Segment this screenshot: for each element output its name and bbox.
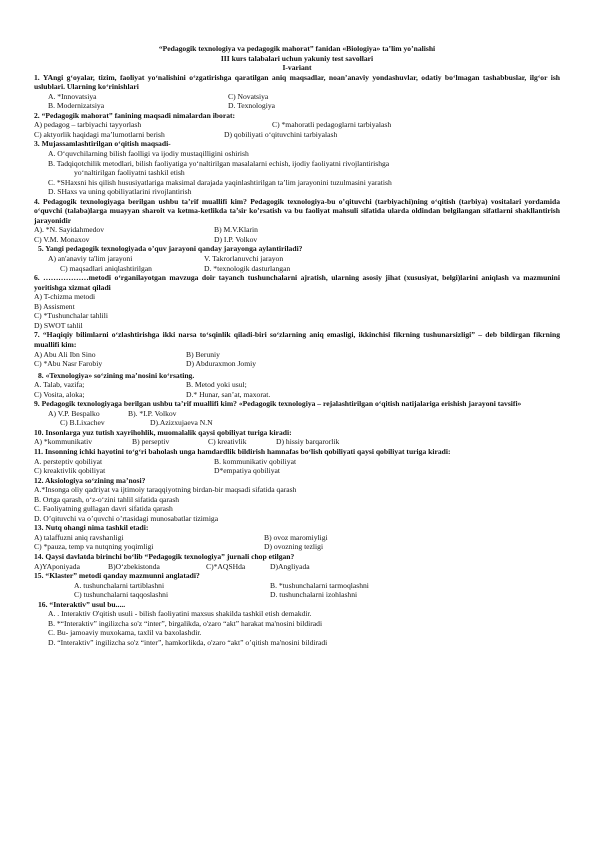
q16-option-c: C. Bu- jamoaviy muxokama, taxlil va baxolashdir. [48,628,202,638]
q8-answers-row1 [34,380,560,390]
question-10: 10. Insonlarga yuz tutish xayrihohlik, muomalalik qaysi qobiliyat turiga kiradi: [34,427,292,437]
q4-option-d: D) I.P. Volkov [214,234,258,244]
q10-option-c: C) kreativlik [208,437,247,447]
q4-option-a: A). *N. Sayidahmedov [34,225,105,235]
q8-answers-row2 [34,390,560,400]
document-subtitle: III kurs talabalari uchun yakuniy test savollari [220,53,374,63]
q5-option-c: C) maqsadlari aniqlashtirilgan [60,263,152,273]
q2-option-a: A) pedagog – tarbiyachi tayyorlash [34,120,142,130]
q1-option-b: B. Modernizatsiya [48,101,105,111]
q8-option-d: D.* Hunar, san’at, maxorat. [186,389,271,399]
q7-option-a: A) Abu Ali Ibn Sino [34,349,96,359]
q12-option-c: C. Faoliyatning gullagan davri sifatida qarash [34,504,173,514]
q1-option-d: D. Texnologiya [228,101,275,111]
q12-option-b: B. Ortga qarash, o‘z-o‘zini tahlil sifatida qarash [34,494,180,504]
q10-option-a: A) *kommunikativ [34,437,93,447]
question-12: 12. Aksiologiya so‘zining ma’nosi? [34,475,146,485]
q14-answers [34,562,560,572]
q15-option-d: D. tushunchalarni izohlashni [270,590,358,600]
q6-option-b: B) Assisment [34,301,75,311]
q16-option-a: A. . Interaktiv O'qitish usuli - bilish faoliyatini maxsus shakilda tashkil etish demakdir. [48,609,312,619]
q9-option-a: A) V.P. Bespalko [48,408,100,418]
question-16: 16. “Interaktiv” usul bu..... [38,599,126,609]
q3-option-b-cont: yo‘naltirilgan faoliyatni tashkil etish [74,168,185,178]
q11-option-d: D*empatiya qobiliyat [214,466,281,476]
q13-answers-row1 [34,533,560,543]
q5-option-b: V. Takrorlanuvchi jarayon [204,254,284,264]
q9-option-d: D).Azizxujaeva N.N [150,418,213,428]
q5-option-a: A) an'anaviy ta'lim jarayoni [48,254,133,264]
q14-option-b: B)O‘zbekistonda [108,561,160,571]
q5-option-d: D. *texnologik dasturlangan [204,263,291,273]
question-13: 13. Nutq ohangi nima tashkil etadi: [34,523,149,533]
q7-option-d: D) Abduraxmon Jomiy [186,359,257,369]
question-11: 11. Insonning ichki hayotini to‘g‘ri baholash unga hamdardlik bildirish hamnafas bo‘lish qobiliyati qaysi qobiliyat turiga kiradi: [34,446,451,456]
q11-answers-row2 [34,466,560,476]
q16-option-d: D. “Interaktiv” ingilizcha so'z “inter”, hamkorlikda, o'zaro “akt” o’qitish ma'nosini bildiradi [48,637,328,647]
q14-option-d: D)Angliyada [270,561,310,571]
q15-option-b: B. *tushunchalarni tarmoqlashni [270,580,369,590]
q9-option-b: B). *I.P. Volkov [128,408,177,418]
q1-answers-row2 [34,101,560,111]
q8-option-b: B. Metod yoki usul; [186,380,247,390]
question-6: 6. ………………metodi o‘rganilayotgan mavzuga doir tayanch tushunchalarni ajratish, ularning asosiy jihat (xususiyat, belgi)larini aniqlash va mazmunini yoritishga xizmat qiladi [34,273,560,292]
q9-option-c: C) B.Lixachev [60,418,105,428]
question-2: 2. “Pedagogik mahorat” fanining maqsadi nimalardan iborat: [34,110,236,120]
q1-option-a: A. *Innovatsiya [48,91,97,101]
q1-answers-row1 [34,92,560,102]
q15-answers-row2 [34,590,560,600]
q16-option-b: B. *“Interaktiv” ingilizcha so'z “inter”, birgalikda, o'zaro “akt” harakat ma'nosini bildiradi [48,618,323,628]
q11-option-b: B. kommunikativ qobiliyat [214,456,297,466]
question-4: 4. Pedagogik texnologiyaga berilgan ushbu ta’rif muallifi kim? Pedagogik texnologiya-bu o’qituvchi (tarbiyachi)ning o‘qitish (tarbiya) vositalari yordamida o‘quvchi (talaba)larga muayyan sharoit va ketma-ketlikda ta’sir ko’rsatish va bu faoliyat mahsuli sifatida ularda oldindan belgilangan sifatlarni shakllantirish jarayonidir [34,196,560,225]
q6-option-d: D) SWOT tahlil [34,320,83,330]
q12-option-a: A.*Insonga oliy qadriyat va ijtimoiy taraqqiyotning birdan-bir maqsadi sifatida qarash [34,485,297,495]
q2-answers-row1 [34,120,560,130]
q7-answers-row2 [34,359,560,369]
q11-answers-row1 [34,457,560,467]
test-page [34,44,560,647]
question-14: 14. Qaysi davlatda birinchi bo‘lib “Pedagogik texnologiya” jurnali chop etilgan? [34,551,295,561]
q8-option-a: A. Talab, vazifa; [34,380,85,390]
q3-option-a: A. O‘quvchilarning bilish faolligi va ijodiy mustaqilligini oshirish [48,149,249,159]
q12-option-d: D. O’qituvchi va o’quvchi o’rtasidagi munosabatlar tizimiga [34,513,219,523]
q13-option-b: B) ovoz maromiyligi [264,532,328,542]
q10-option-d: D) hissiy barqarorlik [276,437,340,447]
q4-option-b: B) M.V.Klarin [214,225,258,235]
question-9: 9. Pedagogik texnologiyaga berilgan ushbu ta’rif muallifi kim? «Pedagogik texnologiya – rejalashtirilgan o‘qitish natijalariga erishish jarayoni tavsifi» [34,399,522,409]
q11-option-a: A. persteptiv qobiliyat [34,456,103,466]
q5-answers-row2 [34,264,560,274]
variant-label: I-variant [282,63,312,73]
q1-option-c: C) Novatsiya [228,91,269,101]
q15-answers-row1 [34,581,560,591]
q13-option-c: C) *pauza, temp va nutqning yoqimligi [34,542,154,552]
q2-option-c: C) *mahoratli pedagoglarni tarbiyalash [272,120,392,130]
question-7: 7. “Haqiqiy bilimlarni o‘zlashtirishga ikki narsa to‘sqinlik qiladi-biri so‘zlarning aniq emasligi, ikkinchisi fikrning tushunarsizligi” – deb bildirgan fikrning muallifi kim: [34,330,560,349]
q3-option-c: C. *SHaxsni his qilish hususiyatlariga maksimal darajada yaqinlashtirilgan ta’lim jarayonini tuzulmasini yaratish [48,177,392,187]
q11-option-c: C) kreaktivlik qobiliyat [34,466,106,476]
q10-answers [34,437,560,447]
q14-option-c: C)*AQSHda [206,561,246,571]
question-8: 8. «Texnologiya» so‘zining ma’nosini ko‘rsating. [38,370,195,380]
q7-option-b: B) Beruniy [186,349,220,359]
question-15: 15. “Klaster” metodi qanday mazmunni anglatadi? [34,571,200,581]
q8-option-c: C) Vosita, aloka; [34,389,85,399]
q9-answers-row2 [34,418,560,428]
q13-answers-row2 [34,542,560,552]
q10-option-b: B) perseptiv [132,437,170,447]
q15-option-a: A. tushunchalarni tartiblashni [74,580,165,590]
document-title: “Pedagogik texnologiya va pedagogik mahorat” fanidan «Biologiya» ta’lim yo’nalishi [158,44,436,53]
q3-option-b: B. Tadqiqotchilik metodlari, bilish faoliyatiga yo‘naltirilgan masalalarni echish, ijodiy faoliyatni rivojlantirishga [48,158,390,168]
q6-option-c: C) *Tushunchalar tahlili [34,311,108,321]
q4-answers-row1 [34,225,560,235]
q9-answers-row1 [34,409,560,419]
q2-option-d: D) qobiliyati o‘qituvchini tarbiyalash [224,129,338,139]
q13-option-d: D) ovozning tezligi [264,542,324,552]
q4-answers-row2 [34,235,560,245]
q13-option-a: A) talaffuzni aniq ravshanligi [34,532,124,542]
q15-option-c: C) tushunchalarni taqqoslashni [74,590,169,600]
q5-answers-row1 [34,254,560,264]
question-3: 3. Mujassamlashtirilgan o‘qitish maqsadi- [34,139,171,149]
q7-answers-row1 [34,350,560,360]
q14-option-a: A)YAponiyada [34,561,80,571]
q6-option-a: A) T-chizma metodi [34,292,96,302]
question-1: 1. YAngi g‘oyalar, tizim, faoliyat yo‘nalishini o‘zgatirishga qaratilgan aniq maqsadlar, noan’anaviy yondashuvlar, odatiy bo‘lmagan tashabbuslar, ilg‘or ish uslublari. Ularning ko‘rinishlari [34,72,560,92]
q7-option-c: C) *Abu Nasr Farobiy [34,359,103,369]
q3-option-d: D. SHaxs va uning qobiliyatlarini rivojlantirish [48,187,192,197]
q2-answers-row2 [34,130,560,140]
question-5: 5. Yangi pedagogik texnologiyada o’quv jarayoni qanday jarayonga aylantiriladi? [38,244,303,254]
q4-option-c: C) V.M. Monaxov [34,234,90,244]
q2-option-b: C) aktyorlik haqidagi ma’lumotlarni berish [34,129,165,139]
